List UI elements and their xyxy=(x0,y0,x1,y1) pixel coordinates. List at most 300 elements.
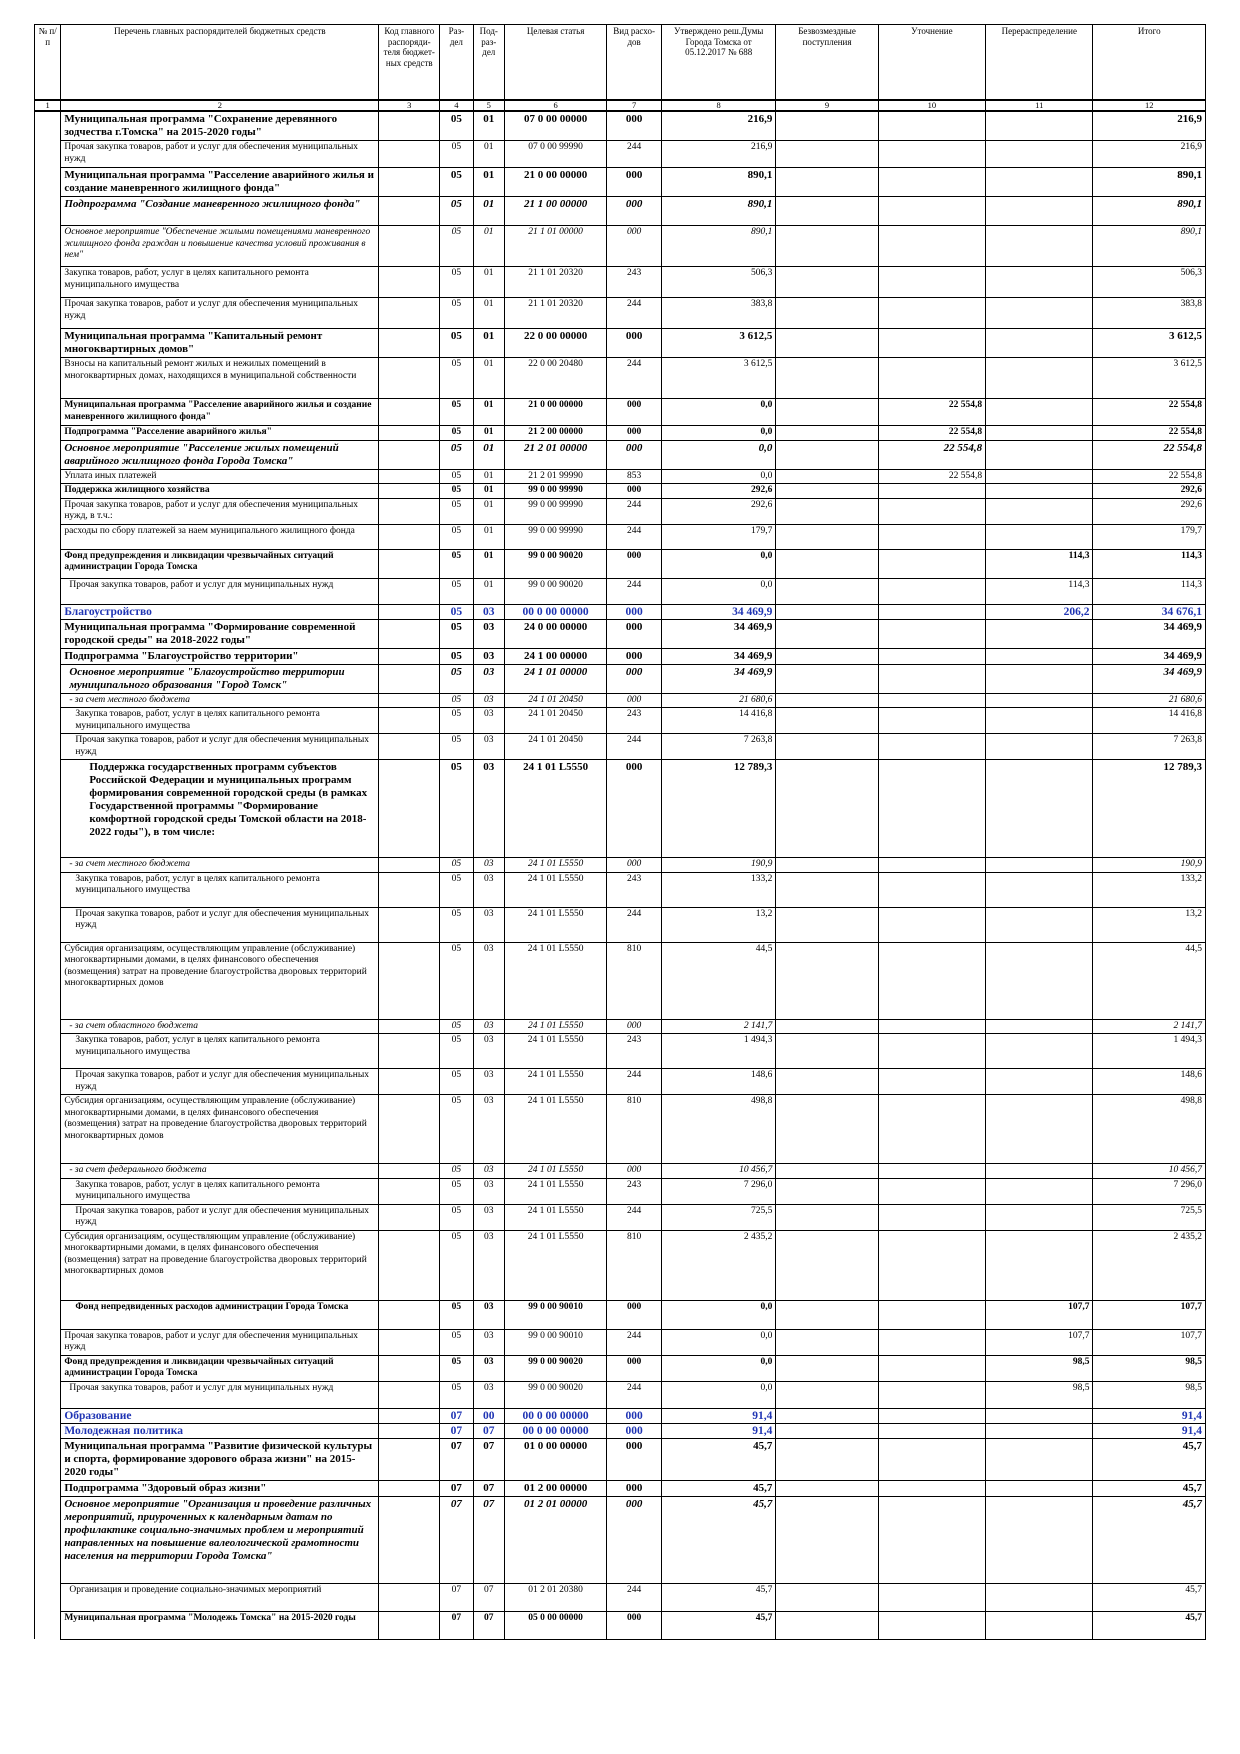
expense-type-cell: 244 xyxy=(607,1583,662,1611)
subsection-cell: 07 xyxy=(473,1438,504,1480)
row-name-cell: Поддержка государственных программ субъектов Российской Федерации и муниципальных программ формирования современной городской среды (в рамках Государственной программы "Формирование комфортной городской среды Томской области на 2018-2022 годы"), в том числе: xyxy=(61,760,379,858)
gr-code-cell xyxy=(379,648,440,664)
approved-cell: 34 469,9 xyxy=(661,619,775,648)
target-article-cell: 21 1 01 20320 xyxy=(504,267,606,298)
expense-type-cell: 853 xyxy=(607,469,662,484)
expense-type-cell: 000 xyxy=(607,1019,662,1034)
expense-type-cell: 000 xyxy=(607,1438,662,1480)
gr-code-cell xyxy=(379,619,440,648)
header-total: Итого xyxy=(1093,25,1206,101)
table-row xyxy=(35,648,1206,664)
approved-cell: 148,6 xyxy=(661,1069,775,1095)
total-cell: 98,5 xyxy=(1093,1381,1206,1408)
header-clarification: Уточнение xyxy=(878,25,985,101)
approved-cell: 506,3 xyxy=(661,267,775,298)
clarification-cell xyxy=(878,1300,985,1329)
target-article-cell: 99 0 00 90020 xyxy=(504,1355,606,1381)
grants-cell xyxy=(776,872,878,907)
grants-cell xyxy=(776,1381,878,1408)
row-number-cell xyxy=(35,267,61,298)
redistribution-cell xyxy=(986,1095,1093,1164)
row-name-cell: Благоустройство xyxy=(61,604,379,619)
redistribution-cell xyxy=(986,1069,1093,1095)
row-number-cell xyxy=(35,226,61,267)
subsection-cell: 01 xyxy=(473,226,504,267)
section-cell: 05 xyxy=(440,1019,473,1034)
section-cell: 05 xyxy=(440,469,473,484)
target-article-cell: 24 1 01 L5550 xyxy=(504,760,606,858)
subsection-cell: 01 xyxy=(473,578,504,604)
total-cell: 292,6 xyxy=(1093,484,1206,499)
subsection-cell: 03 xyxy=(473,693,504,708)
redistribution-cell xyxy=(986,1019,1093,1034)
redistribution-cell xyxy=(986,1438,1093,1480)
total-cell: 34 469,9 xyxy=(1093,664,1206,693)
redistribution-cell xyxy=(986,1583,1093,1611)
grants-cell xyxy=(776,734,878,760)
clarification-cell xyxy=(878,1034,985,1069)
section-cell: 05 xyxy=(440,734,473,760)
row-number-cell xyxy=(35,872,61,907)
clarification-cell: 22 554,8 xyxy=(878,469,985,484)
redistribution-cell xyxy=(986,1034,1093,1069)
total-cell: 890,1 xyxy=(1093,226,1206,267)
grants-cell xyxy=(776,708,878,734)
clarification-cell xyxy=(878,168,985,197)
row-name-cell: Прочая закупка товаров, работ и услуг для обеспечения муниципальных нужд xyxy=(61,298,379,329)
target-article-cell: 24 1 01 00000 xyxy=(504,664,606,693)
grants-cell xyxy=(776,664,878,693)
clarification-cell xyxy=(878,604,985,619)
gr-code-cell xyxy=(379,872,440,907)
row-number-cell xyxy=(35,1034,61,1069)
section-cell: 05 xyxy=(440,440,473,469)
approved-cell: 45,7 xyxy=(661,1480,775,1496)
gr-code-cell xyxy=(379,858,440,873)
gr-code-cell xyxy=(379,226,440,267)
subsection-cell: 03 xyxy=(473,1230,504,1300)
target-article-cell: 21 0 00 00000 xyxy=(504,399,606,426)
table-row xyxy=(35,693,1206,708)
target-article-cell: 01 2 00 00000 xyxy=(504,1480,606,1496)
clarification-cell xyxy=(878,1423,985,1438)
redistribution-cell xyxy=(986,440,1093,469)
total-cell: 45,7 xyxy=(1093,1438,1206,1480)
row-name-cell: Муниципальная программа "Развитие физической культуры и спорта, формирование здорового образа жизни" на 2015-2020 годы" xyxy=(61,1438,379,1480)
target-article-cell: 24 1 01 L5550 xyxy=(504,1095,606,1164)
grants-cell xyxy=(776,1480,878,1496)
total-cell: 45,7 xyxy=(1093,1496,1206,1583)
grants-cell xyxy=(776,358,878,399)
row-name-cell: Прочая закупка товаров, работ и услуг для обеспечения муниципальных нужд xyxy=(61,1069,379,1095)
table-row xyxy=(35,1230,1206,1300)
total-cell: 34 469,9 xyxy=(1093,648,1206,664)
section-cell: 05 xyxy=(440,1381,473,1408)
clarification-cell xyxy=(878,734,985,760)
redistribution-cell xyxy=(986,298,1093,329)
approved-cell: 2 141,7 xyxy=(661,1019,775,1034)
row-name-cell: Подпрограмма "Благоустройство территории" xyxy=(61,648,379,664)
target-article-cell: 24 1 01 L5550 xyxy=(504,1034,606,1069)
section-cell: 05 xyxy=(440,1069,473,1095)
total-cell: 91,4 xyxy=(1093,1423,1206,1438)
column-numbers-row xyxy=(35,100,1206,111)
subsection-cell: 01 xyxy=(473,358,504,399)
row-name-cell: Муниципальная программа "Расселение аварийного жилья и создание маневренного жилищного фонда" xyxy=(61,168,379,197)
redistribution-cell: 107,7 xyxy=(986,1300,1093,1329)
subsection-cell: 03 xyxy=(473,619,504,648)
grants-cell xyxy=(776,549,878,578)
total-cell: 34 469,9 xyxy=(1093,619,1206,648)
section-cell: 05 xyxy=(440,524,473,549)
target-article-cell: 22 0 00 20480 xyxy=(504,358,606,399)
expense-type-cell: 000 xyxy=(607,619,662,648)
expense-type-cell: 000 xyxy=(607,111,662,141)
row-name-cell: Муниципальная программа "Сохранение деревянного зодчества г.Томска" на 2015-2020 годы" xyxy=(61,111,379,141)
gr-code-cell xyxy=(379,1381,440,1408)
target-article-cell: 21 0 00 00000 xyxy=(504,168,606,197)
section-cell: 05 xyxy=(440,1178,473,1204)
section-cell: 07 xyxy=(440,1408,473,1423)
subsection-cell: 01 xyxy=(473,111,504,141)
total-cell: 114,3 xyxy=(1093,549,1206,578)
row-number-cell xyxy=(35,329,61,358)
row-number-cell xyxy=(35,358,61,399)
clarification-cell xyxy=(878,1611,985,1639)
table-row xyxy=(35,498,1206,524)
subsection-cell: 03 xyxy=(473,1300,504,1329)
redistribution-cell xyxy=(986,399,1093,426)
total-cell: 890,1 xyxy=(1093,168,1206,197)
approved-cell: 34 469,9 xyxy=(661,664,775,693)
redistribution-cell xyxy=(986,1423,1093,1438)
table-body xyxy=(35,111,1206,1639)
gr-code-cell xyxy=(379,1408,440,1423)
section-cell: 07 xyxy=(440,1496,473,1583)
grants-cell xyxy=(776,1408,878,1423)
gr-code-cell xyxy=(379,1611,440,1639)
target-article-cell: 24 1 01 L5550 xyxy=(504,1178,606,1204)
expense-type-cell: 810 xyxy=(607,1230,662,1300)
expense-type-cell: 244 xyxy=(607,498,662,524)
redistribution-cell: 114,3 xyxy=(986,549,1093,578)
gr-code-cell xyxy=(379,1300,440,1329)
target-article-cell: 24 1 01 L5550 xyxy=(504,907,606,942)
target-article-cell: 24 1 01 L5550 xyxy=(504,1230,606,1300)
redistribution-cell xyxy=(986,708,1093,734)
table-row xyxy=(35,399,1206,426)
table-row xyxy=(35,619,1206,648)
row-number-cell xyxy=(35,1438,61,1480)
approved-cell: 216,9 xyxy=(661,141,775,168)
section-cell: 05 xyxy=(440,267,473,298)
target-article-cell: 99 0 00 90010 xyxy=(504,1329,606,1355)
column-number: 2 xyxy=(61,100,379,111)
approved-cell: 1 494,3 xyxy=(661,1034,775,1069)
total-cell: 498,8 xyxy=(1093,1095,1206,1164)
row-number-cell xyxy=(35,1069,61,1095)
expense-type-cell: 000 xyxy=(607,1408,662,1423)
grants-cell xyxy=(776,329,878,358)
expense-type-cell: 000 xyxy=(607,604,662,619)
table-row xyxy=(35,1329,1206,1355)
subsection-cell: 01 xyxy=(473,440,504,469)
subsection-cell: 03 xyxy=(473,1034,504,1069)
clarification-cell xyxy=(878,524,985,549)
row-name-cell: Основное мероприятие "Расселение жилых помещений аварийного жилищного фонда Города Томска" xyxy=(61,440,379,469)
expense-type-cell: 243 xyxy=(607,708,662,734)
total-cell: 22 554,8 xyxy=(1093,426,1206,441)
approved-cell: 0,0 xyxy=(661,469,775,484)
total-cell: 107,7 xyxy=(1093,1300,1206,1329)
total-cell: 3 612,5 xyxy=(1093,329,1206,358)
expense-type-cell: 244 xyxy=(607,907,662,942)
approved-cell: 45,7 xyxy=(661,1583,775,1611)
table-row xyxy=(35,1496,1206,1583)
redistribution-cell xyxy=(986,358,1093,399)
target-article-cell: 24 1 01 L5550 xyxy=(504,1019,606,1034)
expense-type-cell: 244 xyxy=(607,734,662,760)
section-cell: 05 xyxy=(440,549,473,578)
approved-cell: 383,8 xyxy=(661,298,775,329)
approved-cell: 216,9 xyxy=(661,111,775,141)
row-name-cell: Закупка товаров, работ, услуг в целях капитального ремонта муниципального имущества xyxy=(61,1178,379,1204)
section-cell: 05 xyxy=(440,426,473,441)
clarification-cell xyxy=(878,942,985,1019)
table-row xyxy=(35,1423,1206,1438)
gr-code-cell xyxy=(379,440,440,469)
row-number-cell xyxy=(35,693,61,708)
table-row xyxy=(35,298,1206,329)
row-number-cell xyxy=(35,399,61,426)
row-number-cell xyxy=(35,664,61,693)
expense-type-cell: 000 xyxy=(607,426,662,441)
clarification-cell xyxy=(878,648,985,664)
clarification-cell xyxy=(878,549,985,578)
gr-code-cell xyxy=(379,1019,440,1034)
gr-code-cell xyxy=(379,267,440,298)
expense-type-cell: 810 xyxy=(607,942,662,1019)
clarification-cell xyxy=(878,1095,985,1164)
total-cell: 14 416,8 xyxy=(1093,708,1206,734)
row-name-cell: Поддержка жилищного хозяйства xyxy=(61,484,379,499)
grants-cell xyxy=(776,1611,878,1639)
total-cell: 179,7 xyxy=(1093,524,1206,549)
row-number-cell xyxy=(35,1204,61,1230)
subsection-cell: 07 xyxy=(473,1480,504,1496)
header-approved: Утверждено реш.Думы Города Томска от 05.12.2017 № 688 xyxy=(661,25,775,101)
row-name-cell: Прочая закупка товаров, работ и услуг для муниципальных нужд xyxy=(61,1381,379,1408)
expense-type-cell: 000 xyxy=(607,664,662,693)
column-number: 10 xyxy=(878,100,985,111)
section-cell: 05 xyxy=(440,1230,473,1300)
column-number: 4 xyxy=(440,100,473,111)
total-cell: 133,2 xyxy=(1093,872,1206,907)
header-target: Целевая статья xyxy=(504,25,606,101)
subsection-cell: 01 xyxy=(473,549,504,578)
row-number-cell xyxy=(35,907,61,942)
subsection-cell: 01 xyxy=(473,298,504,329)
subsection-cell: 03 xyxy=(473,1204,504,1230)
grants-cell xyxy=(776,426,878,441)
approved-cell: 0,0 xyxy=(661,1329,775,1355)
grants-cell xyxy=(776,141,878,168)
target-article-cell: 24 1 01 L5550 xyxy=(504,942,606,1019)
total-cell: 21 680,6 xyxy=(1093,693,1206,708)
row-name-cell: расходы по сбору платежей за наем муниципального жилищного фонда xyxy=(61,524,379,549)
total-cell: 216,9 xyxy=(1093,111,1206,141)
approved-cell: 14 416,8 xyxy=(661,708,775,734)
gr-code-cell xyxy=(379,399,440,426)
expense-type-cell: 000 xyxy=(607,1480,662,1496)
table-row xyxy=(35,1069,1206,1095)
table-row xyxy=(35,1408,1206,1423)
redistribution-cell: 98,5 xyxy=(986,1355,1093,1381)
row-number-cell xyxy=(35,1164,61,1179)
gr-code-cell xyxy=(379,549,440,578)
target-article-cell: 99 0 00 99990 xyxy=(504,484,606,499)
expense-type-cell: 000 xyxy=(607,648,662,664)
row-name-cell: Муниципальная программа "Капитальный ремонт многоквартирных домов" xyxy=(61,329,379,358)
section-cell: 07 xyxy=(440,1583,473,1611)
row-name-cell: - за счет областного бюджета xyxy=(61,1019,379,1034)
target-article-cell: 00 0 00 00000 xyxy=(504,604,606,619)
subsection-cell: 01 xyxy=(473,498,504,524)
expense-type-cell: 244 xyxy=(607,1204,662,1230)
approved-cell: 292,6 xyxy=(661,484,775,499)
total-cell: 506,3 xyxy=(1093,267,1206,298)
subsection-cell: 01 xyxy=(473,141,504,168)
header-num: № п/п xyxy=(35,25,61,101)
row-name-cell: Прочая закупка товаров, работ и услуг для обеспечения муниципальных нужд xyxy=(61,907,379,942)
expense-type-cell: 244 xyxy=(607,1069,662,1095)
redistribution-cell xyxy=(986,1408,1093,1423)
row-name-cell: Субсидия организациям, осуществляющим управление (обслуживание) многоквартирными домами, в целях финансового обеспечения (возмещения) затрат на проведение благоустройства дворовых территорий многоквартирных домов xyxy=(61,1230,379,1300)
clarification-cell xyxy=(878,329,985,358)
approved-cell: 91,4 xyxy=(661,1423,775,1438)
row-number-cell xyxy=(35,760,61,858)
clarification-cell xyxy=(878,1496,985,1583)
total-cell: 292,6 xyxy=(1093,498,1206,524)
target-article-cell: 05 0 00 00000 xyxy=(504,1611,606,1639)
subsection-cell: 07 xyxy=(473,1611,504,1639)
section-cell: 07 xyxy=(440,1611,473,1639)
approved-cell: 0,0 xyxy=(661,1381,775,1408)
total-cell: 44,5 xyxy=(1093,942,1206,1019)
redistribution-cell: 114,3 xyxy=(986,578,1093,604)
gr-code-cell xyxy=(379,426,440,441)
total-cell: 98,5 xyxy=(1093,1355,1206,1381)
clarification-cell xyxy=(878,111,985,141)
target-article-cell: 99 0 00 99990 xyxy=(504,498,606,524)
redistribution-cell xyxy=(986,1164,1093,1179)
approved-cell: 890,1 xyxy=(661,168,775,197)
total-cell: 12 789,3 xyxy=(1093,760,1206,858)
grants-cell xyxy=(776,168,878,197)
clarification-cell: 22 554,8 xyxy=(878,440,985,469)
table-row xyxy=(35,469,1206,484)
row-number-cell xyxy=(35,1355,61,1381)
subsection-cell: 03 xyxy=(473,907,504,942)
expense-type-cell: 244 xyxy=(607,141,662,168)
grants-cell xyxy=(776,1069,878,1095)
target-article-cell: 01 2 01 20380 xyxy=(504,1583,606,1611)
row-number-cell xyxy=(35,549,61,578)
row-name-cell: Образование xyxy=(61,1408,379,1423)
expense-type-cell: 243 xyxy=(607,872,662,907)
gr-code-cell xyxy=(379,1204,440,1230)
gr-code-cell xyxy=(379,942,440,1019)
redistribution-cell xyxy=(986,168,1093,197)
target-article-cell: 24 1 01 L5550 xyxy=(504,1164,606,1179)
target-article-cell: 21 1 01 20320 xyxy=(504,298,606,329)
row-number-cell xyxy=(35,498,61,524)
column-number: 3 xyxy=(379,100,440,111)
row-name-cell: - за счет местного бюджета xyxy=(61,693,379,708)
target-article-cell: 99 0 00 99990 xyxy=(504,524,606,549)
row-number-cell xyxy=(35,469,61,484)
gr-code-cell xyxy=(379,1329,440,1355)
redistribution-cell xyxy=(986,498,1093,524)
subsection-cell: 03 xyxy=(473,1355,504,1381)
clarification-cell xyxy=(878,267,985,298)
row-number-cell xyxy=(35,298,61,329)
table-row xyxy=(35,524,1206,549)
table-row xyxy=(35,426,1206,441)
section-cell: 05 xyxy=(440,358,473,399)
clarification-cell xyxy=(878,664,985,693)
approved-cell: 0,0 xyxy=(661,399,775,426)
redistribution-cell xyxy=(986,942,1093,1019)
header-exp-type: Вид расхо-дов xyxy=(607,25,662,101)
approved-cell: 0,0 xyxy=(661,578,775,604)
clarification-cell xyxy=(878,708,985,734)
section-cell: 05 xyxy=(440,1300,473,1329)
target-article-cell: 99 0 00 90010 xyxy=(504,1300,606,1329)
row-number-cell xyxy=(35,858,61,873)
total-cell: 91,4 xyxy=(1093,1408,1206,1423)
clarification-cell xyxy=(878,141,985,168)
section-cell: 05 xyxy=(440,168,473,197)
table-row xyxy=(35,1164,1206,1179)
clarification-cell xyxy=(878,1230,985,1300)
redistribution-cell xyxy=(986,1178,1093,1204)
table-row xyxy=(35,111,1206,141)
total-cell: 45,7 xyxy=(1093,1611,1206,1639)
row-name-cell: Прочая закупка товаров, работ и услуг для обеспечения муниципальных нужд xyxy=(61,141,379,168)
section-cell: 05 xyxy=(440,760,473,858)
row-name-cell: Субсидия организациям, осуществляющим управление (обслуживание) многоквартирными домами, в целях финансового обеспечения (возмещения) затрат на проведение благоустройства дворовых территорий многоквартирных домов xyxy=(61,1095,379,1164)
target-article-cell: 21 2 00 00000 xyxy=(504,426,606,441)
grants-cell xyxy=(776,226,878,267)
expense-type-cell: 000 xyxy=(607,858,662,873)
column-number: 5 xyxy=(473,100,504,111)
approved-cell: 890,1 xyxy=(661,197,775,226)
row-name-cell: Взносы на капитальный ремонт жилых и нежилых помещений в многоквартирных домах, находящихся в муниципальной собственности xyxy=(61,358,379,399)
expense-type-cell: 000 xyxy=(607,440,662,469)
subsection-cell: 03 xyxy=(473,942,504,1019)
approved-cell: 179,7 xyxy=(661,524,775,549)
grants-cell xyxy=(776,498,878,524)
row-number-cell xyxy=(35,619,61,648)
expense-type-cell: 244 xyxy=(607,358,662,399)
table-row xyxy=(35,604,1206,619)
gr-code-cell xyxy=(379,484,440,499)
total-cell: 148,6 xyxy=(1093,1069,1206,1095)
approved-cell: 21 680,6 xyxy=(661,693,775,708)
approved-cell: 133,2 xyxy=(661,872,775,907)
clarification-cell xyxy=(878,1329,985,1355)
